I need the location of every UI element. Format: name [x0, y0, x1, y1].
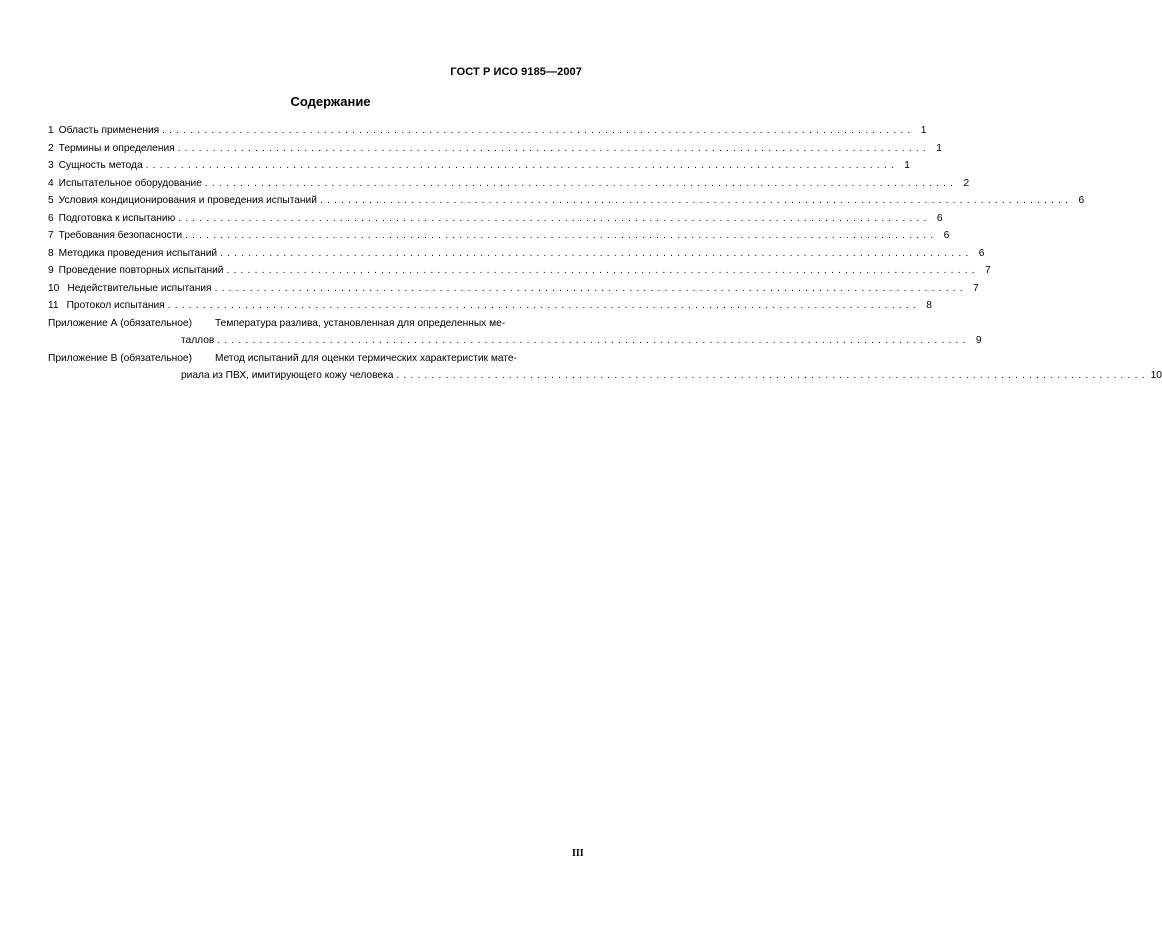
- toc-entry-number: 1: [48, 125, 54, 136]
- appendix-prefix: Приложение В (обязательное): [48, 352, 192, 364]
- toc-entry-page: 9: [975, 335, 982, 346]
- toc-entry-1[interactable]: [48, 122, 927, 140]
- page-title: Содержание: [290, 94, 371, 109]
- toc-entry-4[interactable]: [48, 175, 970, 193]
- toc-entry-8[interactable]: [48, 245, 985, 263]
- toc-entry-page: 6: [936, 212, 943, 224]
- appendix-title-line2: таллов: [181, 335, 215, 346]
- toc-entry-label: Сущность метода: [58, 160, 143, 171]
- toc-entry-label: Требования безопасности: [58, 230, 183, 241]
- toc-appendix-a[interactable]: [48, 315, 982, 350]
- appendix-title-line1: Температура разлива, установленная для определенных ме-: [215, 317, 506, 329]
- toc-entry-label: Испытательное оборудование: [58, 177, 202, 189]
- appendix-title-line1: Метод испытаний для оценки термических характеристик мате-: [215, 352, 517, 364]
- toc-entry-number: 6: [48, 212, 54, 224]
- toc-leader: ...........................................................................................................: [167, 300, 920, 311]
- toc-entry-label: Недействительные испытания: [67, 282, 212, 294]
- toc-appendix-b[interactable]: [48, 350, 1162, 385]
- toc-entry-number: 11: [48, 300, 59, 311]
- page-number: III: [572, 848, 584, 859]
- toc-entry-6[interactable]: [48, 210, 943, 228]
- toc-leader: ...........................................................................................................: [396, 370, 1149, 381]
- toc-entry-5[interactable]: [48, 192, 1085, 210]
- toc-entry-page: 6: [978, 247, 985, 259]
- appendix-prefix: Приложение А (обязательное): [48, 317, 192, 329]
- toc-leader: ...........................................................................................................: [319, 195, 1073, 206]
- toc-entry-page: 8: [926, 300, 932, 311]
- table-of-contents: [48, 122, 1162, 385]
- toc-entry-page: 1: [936, 142, 942, 154]
- toc-entry-3[interactable]: [48, 157, 910, 175]
- document-code: ГОСТ Р ИСО 9185—2007: [450, 66, 582, 78]
- toc-entry-number: 7: [48, 230, 54, 241]
- toc-leader: ...........................................................................................................: [204, 177, 958, 189]
- toc-entry-page: 6: [1078, 195, 1085, 206]
- toc-entry-number: 10: [48, 282, 60, 294]
- toc-leader: ...........................................................................................................: [145, 160, 898, 171]
- toc-entry-9[interactable]: [48, 262, 991, 280]
- toc-entry-page: 7: [973, 282, 979, 294]
- toc-entry-page: 10: [1150, 370, 1162, 381]
- toc-leader: ...........................................................................................................: [178, 212, 931, 224]
- toc-entry-page: 7: [985, 265, 991, 276]
- toc-entry-label: Протокол испытания: [66, 300, 165, 311]
- toc-entry-page: 1: [920, 125, 927, 136]
- toc-entry-page: 6: [943, 230, 950, 241]
- toc-leader: ...........................................................................................................: [185, 230, 938, 241]
- toc-leader: ...........................................................................................................: [162, 125, 915, 136]
- toc-entry-number: 5: [48, 195, 54, 206]
- toc-entry-2[interactable]: [48, 140, 942, 158]
- toc-leader: ...........................................................................................................: [217, 335, 970, 346]
- toc-entry-7[interactable]: [48, 227, 950, 245]
- toc-entry-label: Термины и определения: [58, 142, 175, 154]
- appendix-title-line2: риала из ПВХ, имитирующего кожу человека: [181, 370, 394, 381]
- toc-entry-page: 1: [904, 160, 910, 171]
- toc-entry-label: Подготовка к испытанию: [58, 212, 176, 224]
- toc-entry-page: 2: [963, 177, 970, 189]
- toc-entry-number: 3: [48, 160, 54, 171]
- toc-entry-number: 2: [48, 142, 54, 154]
- toc-entry-11[interactable]: [48, 297, 932, 315]
- toc-entry-label: Область применения: [58, 125, 160, 136]
- toc-leader: ...........................................................................................................: [220, 247, 973, 259]
- toc-leader: ...........................................................................................................: [214, 282, 967, 294]
- toc-entry-number: 8: [48, 247, 54, 259]
- toc-entry-label: Методика проведения испытаний: [58, 247, 218, 259]
- toc-leader: ...........................................................................................................: [226, 265, 979, 276]
- toc-leader: ...........................................................................................................: [177, 142, 930, 154]
- toc-entry-label: Условия кондиционирования и проведения испытаний: [58, 195, 317, 206]
- toc-entry-label: Проведение повторных испытаний: [58, 265, 224, 276]
- toc-entry-10[interactable]: [48, 280, 979, 298]
- toc-entry-number: 4: [48, 177, 54, 189]
- toc-entry-number: 9: [48, 265, 54, 276]
